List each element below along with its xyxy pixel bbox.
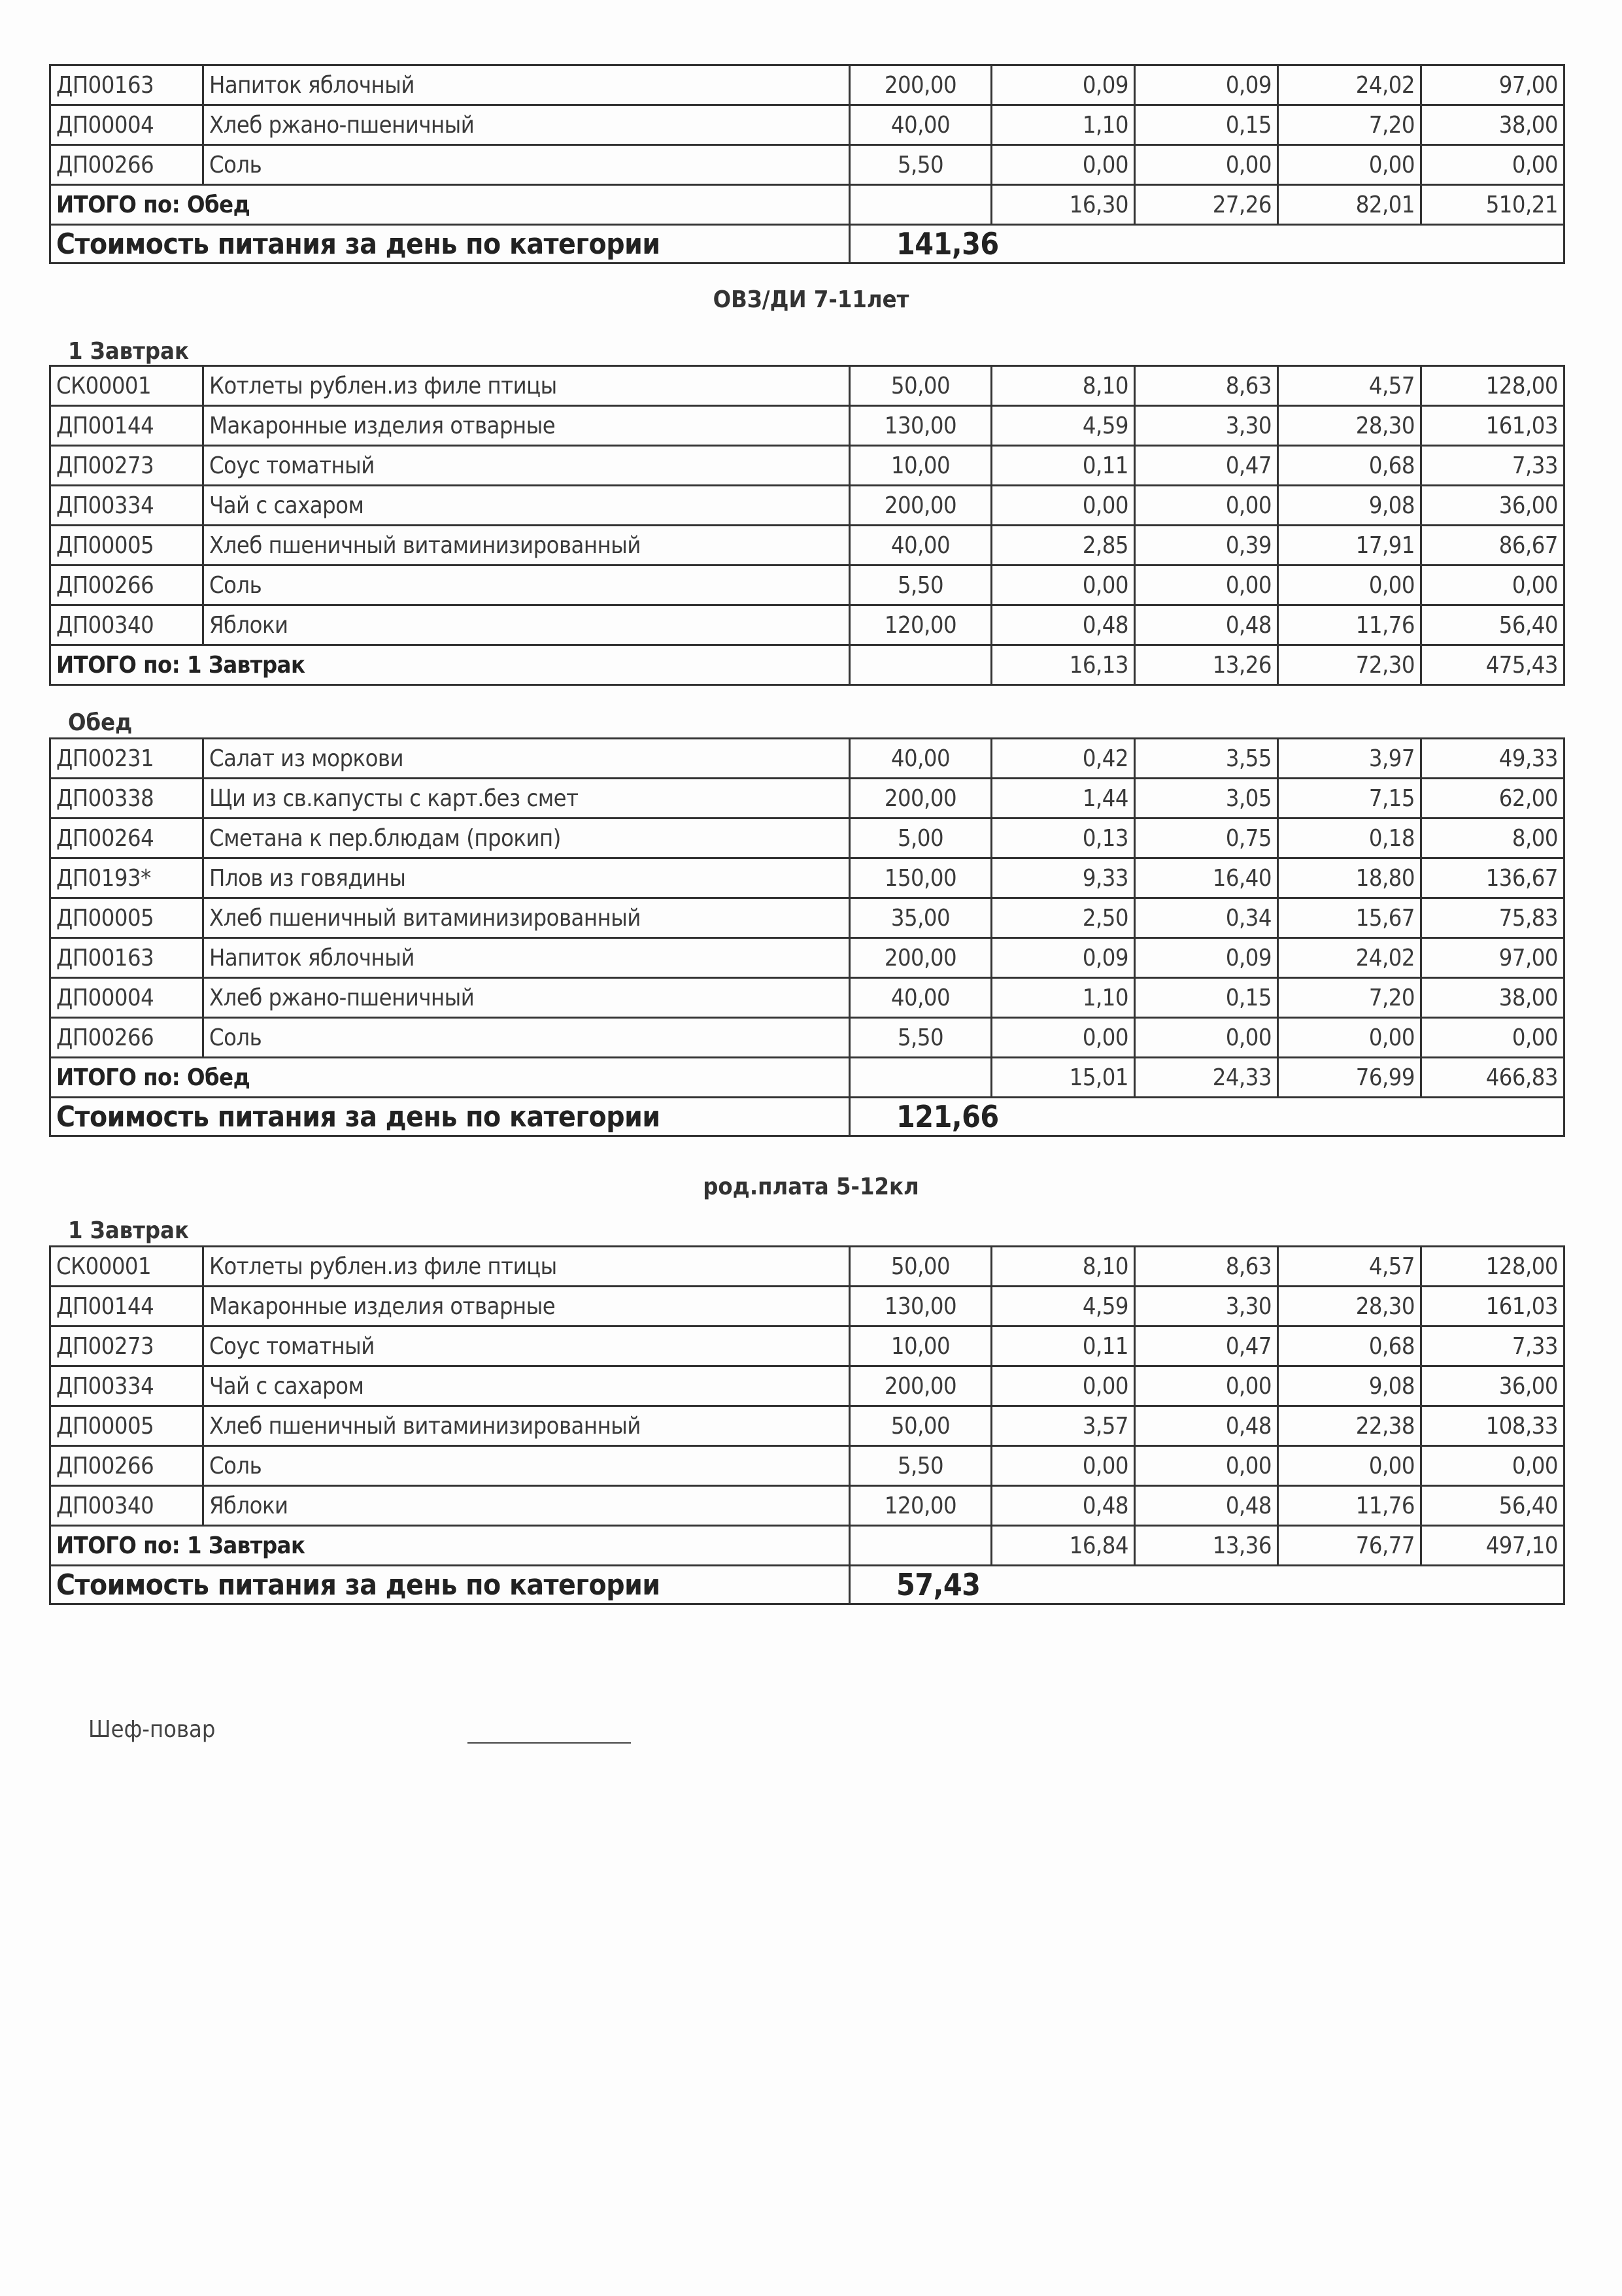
dish-name: Яблоки [203,605,850,645]
dish-quantity: 5,50 [850,1446,992,1486]
dish-quantity: 200,00 [850,486,992,526]
meal-total-label: ИТОГО по: 1 Завтрак [50,1526,850,1566]
table-row [50,898,1564,938]
meal-total-value-2: 13,36 [1135,1526,1278,1566]
dish-value-1: 0,11 [992,1326,1135,1366]
dish-name: Котлеты рублен.из филе птицы [203,1247,850,1287]
meal-total-value-3: 76,77 [1278,1526,1421,1566]
table-row [50,145,1564,185]
table-row [50,1486,1564,1526]
meal-title: 1 Завтрак [68,338,189,365]
dish-value-4: 97,00 [1421,938,1564,978]
dish-quantity: 120,00 [850,605,992,645]
dish-value-4: 36,00 [1421,486,1564,526]
dish-quantity: 40,00 [850,739,992,779]
menu-table-section-1-breakfast [49,365,1565,686]
dish-value-2: 16,40 [1135,858,1278,898]
dish-name: Соль [203,1018,850,1058]
meal-total-value-3: 82,01 [1278,185,1421,225]
dish-name: Чай с сахаром [203,486,850,526]
dish-value-2: 0,48 [1135,605,1278,645]
dish-value-3: 24,02 [1278,65,1421,105]
dish-value-1: 0,00 [992,1018,1135,1058]
dish-code: ДП00231 [50,739,203,779]
meal-total-label: ИТОГО по: 1 Завтрак [50,645,850,685]
dish-quantity: 5,50 [850,1018,992,1058]
dish-quantity: 5,00 [850,819,992,858]
dish-value-4: 128,00 [1421,366,1564,406]
dish-name: Напиток яблочный [203,938,850,978]
dish-quantity: 35,00 [850,898,992,938]
dish-value-4: 7,33 [1421,1326,1564,1366]
dish-code: ДП00266 [50,566,203,605]
dish-value-2: 0,15 [1135,978,1278,1018]
dish-name: Соль [203,145,850,185]
dish-quantity: 50,00 [850,1406,992,1446]
dish-value-2: 3,05 [1135,779,1278,819]
dish-name: Соус томатный [203,446,850,486]
dish-code: ДП00005 [50,1406,203,1446]
meal-total-value-3: 76,99 [1278,1058,1421,1098]
dish-value-3: 9,08 [1278,1366,1421,1406]
dish-value-3: 4,57 [1278,1247,1421,1287]
dish-value-1: 0,48 [992,1486,1135,1526]
meal-total-value-1: 15,01 [992,1058,1135,1098]
dish-value-2: 0,00 [1135,566,1278,605]
table-row [50,1326,1564,1366]
meal-total-quantity [850,1058,992,1098]
daily-cost-label: Стоимость питания за день по категории [50,1566,850,1604]
dish-value-2: 0,15 [1135,105,1278,145]
dish-value-4: 8,00 [1421,819,1564,858]
chef-signature-label: Шеф-повар [88,1716,216,1743]
meal-total-label: ИТОГО по: Обед [50,1058,850,1098]
daily-cost-label: Стоимость питания за день по категории [50,1098,850,1136]
table-row [50,938,1564,978]
dish-value-3: 9,08 [1278,486,1421,526]
dish-name: Хлеб пшеничный витаминизированный [203,898,850,938]
dish-value-3: 0,68 [1278,1326,1421,1366]
dish-quantity: 130,00 [850,406,992,446]
table-row [50,1366,1564,1406]
meal-total-value-4: 510,21 [1421,185,1564,225]
dish-value-3: 11,76 [1278,605,1421,645]
table-row [50,779,1564,819]
dish-value-4: 86,67 [1421,526,1564,566]
daily-cost-row [50,1098,1564,1136]
dish-value-4: 49,33 [1421,739,1564,779]
table-row [50,105,1564,145]
dish-value-2: 3,30 [1135,406,1278,446]
dish-code: СК00001 [50,1247,203,1287]
dish-value-4: 136,67 [1421,858,1564,898]
menu-table-section-1-lunch [49,737,1565,1137]
dish-name: Хлеб пшеничный витаминизированный [203,526,850,566]
table-row [50,366,1564,406]
meal-total-value-3: 72,30 [1278,645,1421,685]
dish-value-1: 4,59 [992,406,1135,446]
dish-code: ДП00334 [50,486,203,526]
dish-code: ДП00004 [50,978,203,1018]
meal-total-value-1: 16,84 [992,1526,1135,1566]
table-row [50,1406,1564,1446]
meal-title: 1 Завтрак [68,1217,189,1244]
dish-value-3: 15,67 [1278,898,1421,938]
dish-value-1: 0,11 [992,446,1135,486]
dish-code: ДП00334 [50,1366,203,1406]
daily-cost-row [50,1566,1564,1604]
dish-value-2: 0,34 [1135,898,1278,938]
dish-value-2: 0,48 [1135,1486,1278,1526]
meal-total-value-4: 466,83 [1421,1058,1564,1098]
dish-quantity: 200,00 [850,1366,992,1406]
dish-value-4: 38,00 [1421,978,1564,1018]
dish-value-1: 2,50 [992,898,1135,938]
daily-cost-row [50,225,1564,263]
signature-line [467,1742,631,1744]
dish-name: Соль [203,566,850,605]
dish-name: Сметана к пер.блюдам (прокип) [203,819,850,858]
table-row [50,1247,1564,1287]
dish-code: ДП00340 [50,605,203,645]
dish-value-3: 0,00 [1278,145,1421,185]
dish-name: Соль [203,1446,850,1486]
dish-quantity: 5,50 [850,145,992,185]
dish-value-3: 7,15 [1278,779,1421,819]
dish-value-3: 0,00 [1278,1446,1421,1486]
dish-quantity: 40,00 [850,978,992,1018]
dish-value-2: 0,47 [1135,446,1278,486]
meal-total-value-4: 475,43 [1421,645,1564,685]
dish-name: Макаронные изделия отварные [203,406,850,446]
dish-value-1: 4,59 [992,1287,1135,1326]
dish-value-1: 0,48 [992,605,1135,645]
dish-value-1: 3,57 [992,1406,1135,1446]
table-row [50,819,1564,858]
dish-code: ДП00144 [50,1287,203,1326]
category-title: ОВЗ/ДИ 7-11лет [713,286,909,313]
table-row [50,605,1564,645]
dish-value-3: 28,30 [1278,406,1421,446]
dish-value-3: 28,30 [1278,1287,1421,1326]
table-row [50,446,1564,486]
dish-value-4: 75,83 [1421,898,1564,938]
dish-name: Котлеты рублен.из филе птицы [203,366,850,406]
dish-value-2: 3,30 [1135,1287,1278,1326]
dish-value-4: 161,03 [1421,1287,1564,1326]
dish-value-2: 0,00 [1135,1366,1278,1406]
table-row [50,1446,1564,1486]
dish-quantity: 200,00 [850,779,992,819]
table-row [50,566,1564,605]
dish-quantity: 200,00 [850,65,992,105]
dish-value-3: 22,38 [1278,1406,1421,1446]
dish-name: Яблоки [203,1486,850,1526]
dish-name: Хлеб ржано-пшеничный [203,105,850,145]
meal-total-value-2: 27,26 [1135,185,1278,225]
daily-cost-label: Стоимость питания за день по категории [50,225,850,263]
table-row [50,739,1564,779]
dish-value-1: 1,10 [992,978,1135,1018]
dish-value-2: 0,00 [1135,1446,1278,1486]
dish-value-1: 0,09 [992,65,1135,105]
dish-value-4: 0,00 [1421,1446,1564,1486]
dish-value-1: 1,44 [992,779,1135,819]
table-row [50,526,1564,566]
dish-value-4: 38,00 [1421,105,1564,145]
meal-total-label: ИТОГО по: Обед [50,185,850,225]
dish-code: ДП00266 [50,145,203,185]
dish-name: Чай с сахаром [203,1366,850,1406]
dish-value-3: 3,97 [1278,739,1421,779]
dish-quantity: 40,00 [850,526,992,566]
meal-total-value-2: 24,33 [1135,1058,1278,1098]
dish-value-1: 0,13 [992,819,1135,858]
category-title: род.плата 5-12кл [703,1173,919,1200]
dish-value-4: 161,03 [1421,406,1564,446]
meal-total-row [50,185,1564,225]
meal-title: Обед [68,709,133,736]
dish-code: ДП00144 [50,406,203,446]
dish-value-2: 0,09 [1135,65,1278,105]
dish-value-4: 128,00 [1421,1247,1564,1287]
daily-cost-value: 57,43 [850,1566,1564,1604]
dish-code: ДП00163 [50,938,203,978]
dish-value-1: 0,00 [992,486,1135,526]
meal-total-value-2: 13,26 [1135,645,1278,685]
dish-value-2: 3,55 [1135,739,1278,779]
dish-value-3: 4,57 [1278,366,1421,406]
dish-value-1: 0,00 [992,1446,1135,1486]
dish-name: Макаронные изделия отварные [203,1287,850,1326]
dish-value-2: 0,39 [1135,526,1278,566]
daily-cost-value: 121,66 [850,1098,1564,1136]
menu-table-section-2-breakfast [49,1245,1565,1605]
dish-value-4: 0,00 [1421,1018,1564,1058]
dish-value-4: 56,40 [1421,1486,1564,1526]
dish-value-2: 0,00 [1135,486,1278,526]
dish-name: Напиток яблочный [203,65,850,105]
dish-code: ДП00005 [50,898,203,938]
dish-value-1: 0,00 [992,145,1135,185]
dish-value-4: 36,00 [1421,1366,1564,1406]
dish-code: ДП00264 [50,819,203,858]
dish-value-1: 0,00 [992,1366,1135,1406]
meal-total-quantity [850,185,992,225]
table-row [50,978,1564,1018]
dish-value-1: 1,10 [992,105,1135,145]
dish-value-2: 8,63 [1135,366,1278,406]
dish-code: ДП00266 [50,1018,203,1058]
menu-table-section-0 [49,64,1565,264]
dish-code: ДП00004 [50,105,203,145]
dish-value-1: 0,00 [992,566,1135,605]
dish-value-4: 56,40 [1421,605,1564,645]
dish-value-2: 0,47 [1135,1326,1278,1366]
dish-code: ДП00273 [50,1326,203,1366]
dish-value-3: 0,00 [1278,566,1421,605]
dish-code: ДП00163 [50,65,203,105]
dish-value-4: 7,33 [1421,446,1564,486]
dish-value-1: 8,10 [992,366,1135,406]
dish-name: Салат из моркови [203,739,850,779]
meal-total-quantity [850,645,992,685]
dish-value-2: 0,00 [1135,1018,1278,1058]
dish-value-1: 2,85 [992,526,1135,566]
dish-value-3: 7,20 [1278,978,1421,1018]
dish-value-3: 18,80 [1278,858,1421,898]
dish-value-3: 0,68 [1278,446,1421,486]
meal-total-value-1: 16,13 [992,645,1135,685]
dish-name: Соус томатный [203,1326,850,1366]
dish-value-3: 0,18 [1278,819,1421,858]
dish-quantity: 40,00 [850,105,992,145]
table-row [50,65,1564,105]
dish-value-2: 0,09 [1135,938,1278,978]
dish-value-2: 0,00 [1135,145,1278,185]
dish-name: Щи из св.капусты с карт.без смет [203,779,850,819]
dish-value-1: 8,10 [992,1247,1135,1287]
meal-total-row [50,1526,1564,1566]
dish-code: ДП00340 [50,1486,203,1526]
dish-code: ДП0193* [50,858,203,898]
table-row [50,858,1564,898]
dish-value-3: 11,76 [1278,1486,1421,1526]
meal-total-value-4: 497,10 [1421,1526,1564,1566]
dish-code: ДП00266 [50,1446,203,1486]
dish-code: ДП00273 [50,446,203,486]
dish-quantity: 50,00 [850,366,992,406]
meal-total-value-1: 16,30 [992,185,1135,225]
dish-value-1: 0,09 [992,938,1135,978]
dish-value-4: 97,00 [1421,65,1564,105]
dish-name: Хлеб ржано-пшеничный [203,978,850,1018]
dish-code: ДП00005 [50,526,203,566]
table-row [50,406,1564,446]
dish-name: Хлеб пшеничный витаминизированный [203,1406,850,1446]
dish-value-1: 0,42 [992,739,1135,779]
daily-cost-value: 141,36 [850,225,1564,263]
dish-value-3: 24,02 [1278,938,1421,978]
dish-value-1: 9,33 [992,858,1135,898]
dish-value-4: 108,33 [1421,1406,1564,1446]
dish-quantity: 5,50 [850,566,992,605]
dish-value-4: 0,00 [1421,145,1564,185]
table-row [50,1018,1564,1058]
dish-quantity: 10,00 [850,1326,992,1366]
dish-quantity: 200,00 [850,938,992,978]
dish-code: ДП00338 [50,779,203,819]
table-row [50,1287,1564,1326]
dish-name: Плов из говядины [203,858,850,898]
dish-value-2: 8,63 [1135,1247,1278,1287]
dish-value-4: 0,00 [1421,566,1564,605]
dish-value-3: 7,20 [1278,105,1421,145]
dish-value-2: 0,75 [1135,819,1278,858]
meal-total-row [50,1058,1564,1098]
dish-value-3: 17,91 [1278,526,1421,566]
dish-quantity: 150,00 [850,858,992,898]
dish-value-2: 0,48 [1135,1406,1278,1446]
meal-total-row [50,645,1564,685]
meal-total-quantity [850,1526,992,1566]
table-row [50,486,1564,526]
dish-quantity: 130,00 [850,1287,992,1326]
dish-quantity: 120,00 [850,1486,992,1526]
dish-code: СК00001 [50,366,203,406]
dish-quantity: 10,00 [850,446,992,486]
dish-value-3: 0,00 [1278,1018,1421,1058]
dish-quantity: 50,00 [850,1247,992,1287]
dish-value-4: 62,00 [1421,779,1564,819]
